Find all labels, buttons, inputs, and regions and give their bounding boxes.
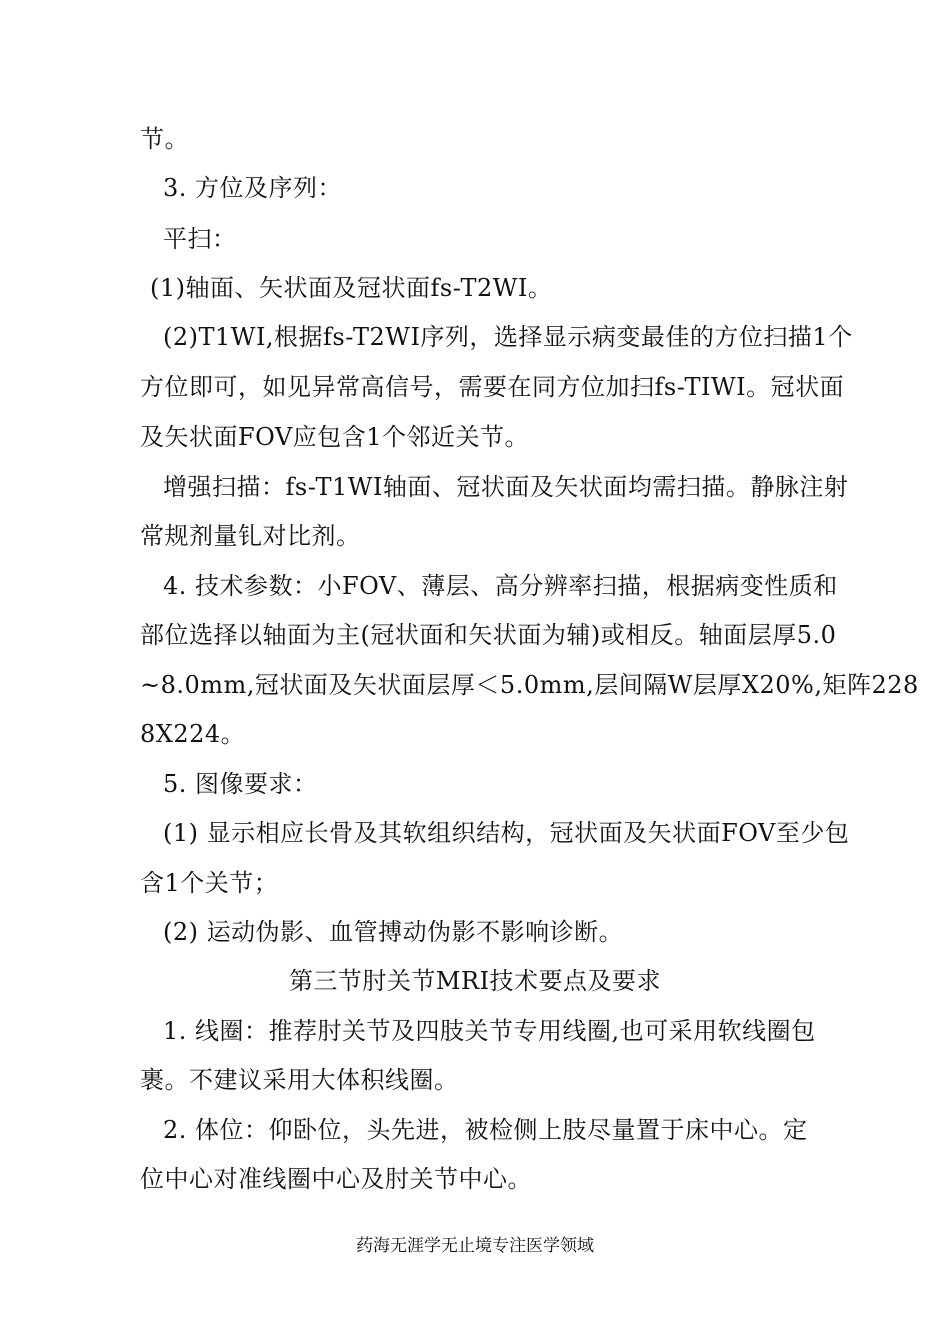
- chapter-heading: 第三节肘关节MRI技术要点及要求: [288, 967, 662, 995]
- body-text-line: (1) 显示相应长骨及其软组织结构，冠状面及矢状面FOV至少包: [163, 819, 850, 847]
- body-text-line: 部位选择以轴面为主(冠状面和矢状面为辅)或相反。轴面层厚5.0: [140, 621, 837, 649]
- body-text-line: 含1个关节；: [140, 869, 279, 897]
- body-text-line: (1)轴面、矢状面及冠状面fs-T2WI。: [150, 274, 553, 302]
- body-text-line: 增强扫描：fs-T1WI轴面、冠状面及矢状面均需扫描。静脉注射: [163, 473, 849, 501]
- body-text-line: (2)T1WI,根据fs-T2WI序列，选择显示病变最佳的方位扫描1个: [163, 323, 853, 351]
- body-text-line: 8X224。: [140, 720, 246, 748]
- body-text-line: (2) 运动伪影、血管搏动伪影不影响诊断。: [163, 918, 624, 946]
- page-footer: 药海无涯学无止境专注医学领域: [356, 1236, 594, 1256]
- body-text-line: 及矢状面FOV应包含1个邻近关节。: [140, 423, 530, 451]
- body-text-line: 裹。不建议采用大体积线圈。: [140, 1066, 459, 1094]
- body-text-line: 方位即可，如见异常高信号，需要在同方位加扫fs-TIWI。冠状面: [140, 373, 845, 401]
- body-text-line: 常规剂量钆对比剂。: [140, 522, 361, 550]
- body-text-line: 位中心对准线圈中心及肘关节中心。: [140, 1165, 532, 1193]
- body-text-line: ~8.0mm,冠状面及矢状面层厚＜5.0mm,层间隔W层厚X20%,矩阵228: [140, 671, 919, 699]
- body-text-line: 1. 线圈：推荐肘关节及四肢关节专用线圈,也可采用软线圈包: [163, 1017, 816, 1045]
- body-text-line: 2. 体位：仰卧位，头先进，被检侧上肢尽量置于床中心。定: [163, 1116, 808, 1144]
- section-heading: 4. 技术参数：小FOV、薄层、高分辨率扫描，根据病变性质和: [163, 572, 838, 600]
- body-text-line: 节。: [140, 125, 189, 153]
- body-text-line: 平扫：: [163, 225, 237, 253]
- section-heading: 5. 图像要求：: [163, 770, 318, 798]
- section-heading: 3. 方位及序列：: [163, 174, 343, 202]
